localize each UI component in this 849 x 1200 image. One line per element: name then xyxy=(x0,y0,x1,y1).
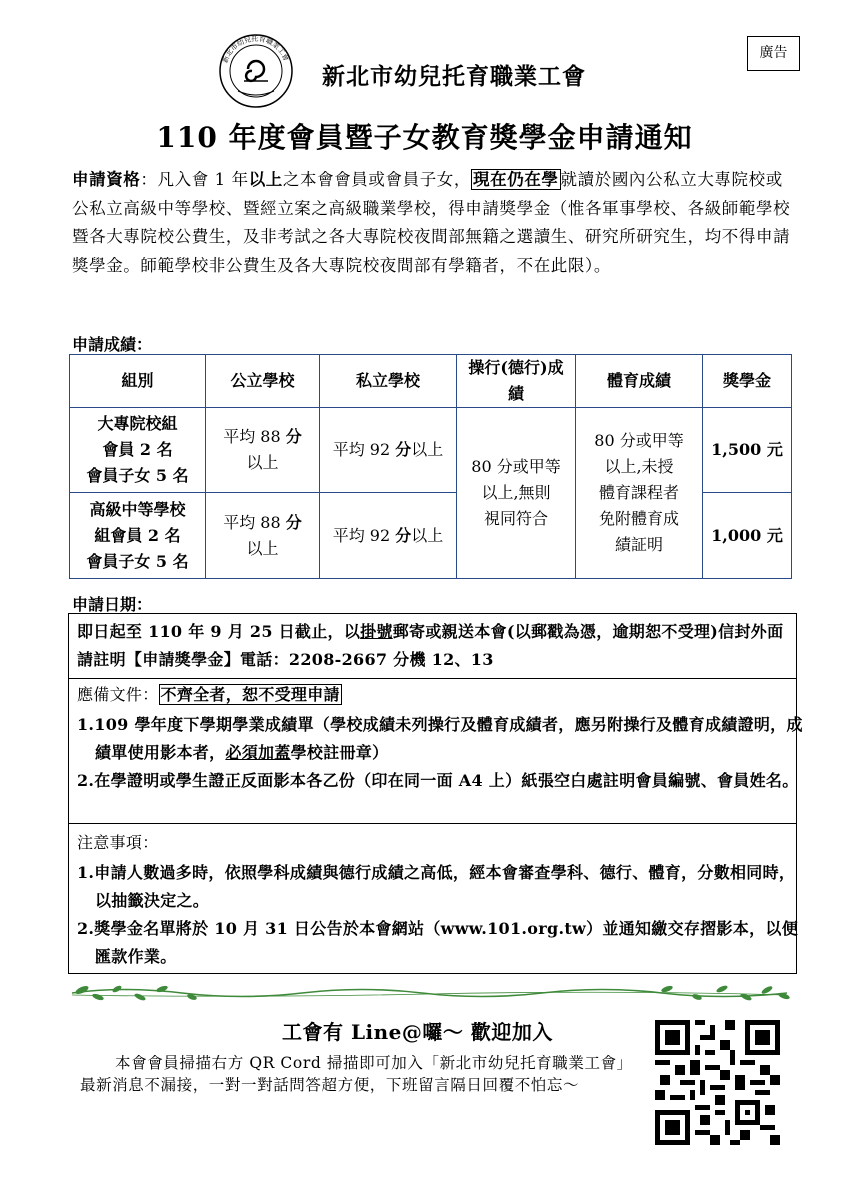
eligibility-text: ：凡入會 1 年 xyxy=(140,170,249,189)
header-public: 公立學校 xyxy=(206,355,320,408)
org-name: 新北市幼兒托育職業工會 xyxy=(322,63,586,90)
note-item-1: 1.申請人數過多時，依照學科成績與德行成績之高低，經本會審查學科、德行、體育，分數相同時，以抽籤決定之。 xyxy=(77,863,796,910)
public-cell: 平均 88 分 以上 xyxy=(206,408,320,493)
eligibility-text: 之本會會員或會員子女， xyxy=(282,170,472,189)
document-item-1: 1.109 學年度下學期學業成績單（學校成績未列操行及體育成績者，應另附操行及體育成績證明，成績單使用影本者，必須加蓋學校註冊章） xyxy=(77,715,803,762)
header-award: 獎學金 xyxy=(703,355,792,408)
ad-label: 廣告 xyxy=(747,36,800,71)
date-text: 即日起至 110 年 9 月 25 日截止，以掛號郵寄或親送本會(以郵戳為憑，逾期恕不受理)信封外面請註明【申請獎學金】電話：2208-2667 分機 12、13 xyxy=(77,622,784,669)
line-description: 本會會員掃描右方 QR Cord 掃描即可加入「新北市幼兒托育職業工會」最新消息不漏接，一對一對話問答超方便，下班留言隔日回覆不怕忘～ xyxy=(80,1054,633,1094)
date-box xyxy=(68,613,797,679)
line-heading: 工會有 Line@囉～ 歡迎加入 xyxy=(282,1020,553,1044)
header-group: 組別 xyxy=(70,355,206,408)
pe-cell: 80 分或甲等 以上,未授 體育課程者 免附體育成 績証明 xyxy=(576,408,703,579)
eligibility-boxed-text: 現在仍在學 xyxy=(473,170,559,189)
private-cell: 平均 92 分以上 xyxy=(320,493,457,579)
header-conduct: 操行(德行)成績 xyxy=(457,355,576,408)
conduct-cell: 80 分或甲等 以上,無則 視同符合 xyxy=(457,408,576,579)
documents-box xyxy=(68,677,803,824)
notes-box xyxy=(68,823,797,974)
documents-label-line: 應備文件： 不齊全者，恕不受理申請 xyxy=(77,685,340,704)
notes-label: 注意事項： xyxy=(77,833,159,852)
private-cell: 平均 92 分以上 xyxy=(320,408,457,493)
group-cell: 高級中等學校 組會員 2 名 會員子女 5 名 xyxy=(70,493,206,579)
table-header-row xyxy=(70,355,792,408)
public-cell: 平均 88 分 以上 xyxy=(206,493,320,579)
qr-code[interactable] xyxy=(655,1020,780,1145)
scores-table xyxy=(69,354,792,579)
header-pe: 體育成績 xyxy=(576,355,703,408)
document-item-2: 2.在學證明或學生證正反面影本各乙份（印在同一面 A4 上）紙張空白處註明會員編號、會員姓名。 xyxy=(77,771,799,790)
eligibility-label: 申請資格 xyxy=(72,170,141,189)
svg-text:新北市幼兒托育職業工會: 新北市幼兒托育職業工會 xyxy=(221,34,291,65)
date-heading: 申請日期： xyxy=(72,595,153,614)
table-row xyxy=(70,408,792,493)
union-logo xyxy=(218,33,294,109)
eligibility-emphasis: 以上 xyxy=(248,170,283,189)
award-cell: 1,500 元 xyxy=(703,408,792,493)
group-cell: 大專院校組 會員 2 名 會員子女 5 名 xyxy=(70,408,206,493)
scores-heading: 申請成績： xyxy=(72,335,153,354)
eligibility-paragraph xyxy=(72,166,792,280)
award-cell: 1,000 元 xyxy=(703,493,792,579)
note-item-2: 2.獎學金名單將於 10 月 31 日公告於本會網站（www.101.org.tw）並通知繳交存摺影本，以便匯款作業。 xyxy=(77,919,798,966)
eligibility-text: 就讀於國內公私立大專院校或公私立高級中等學校、暨經立案之高級職業學校，得申請獎學金（惟各軍事學校、各級師範學校暨各大專院校公費生，及非考試之各大專院校夜間部無籍之選讀生、研究所研究生，均不得申請獎學金。師範學校非公費生及各大專院校夜間部有學籍者，不在此限）。 xyxy=(72,170,791,275)
page-title: 110 年度會員暨子女教育獎學金申請通知 xyxy=(156,121,693,154)
vine-divider xyxy=(62,982,797,1004)
header-private: 私立學校 xyxy=(320,355,457,408)
